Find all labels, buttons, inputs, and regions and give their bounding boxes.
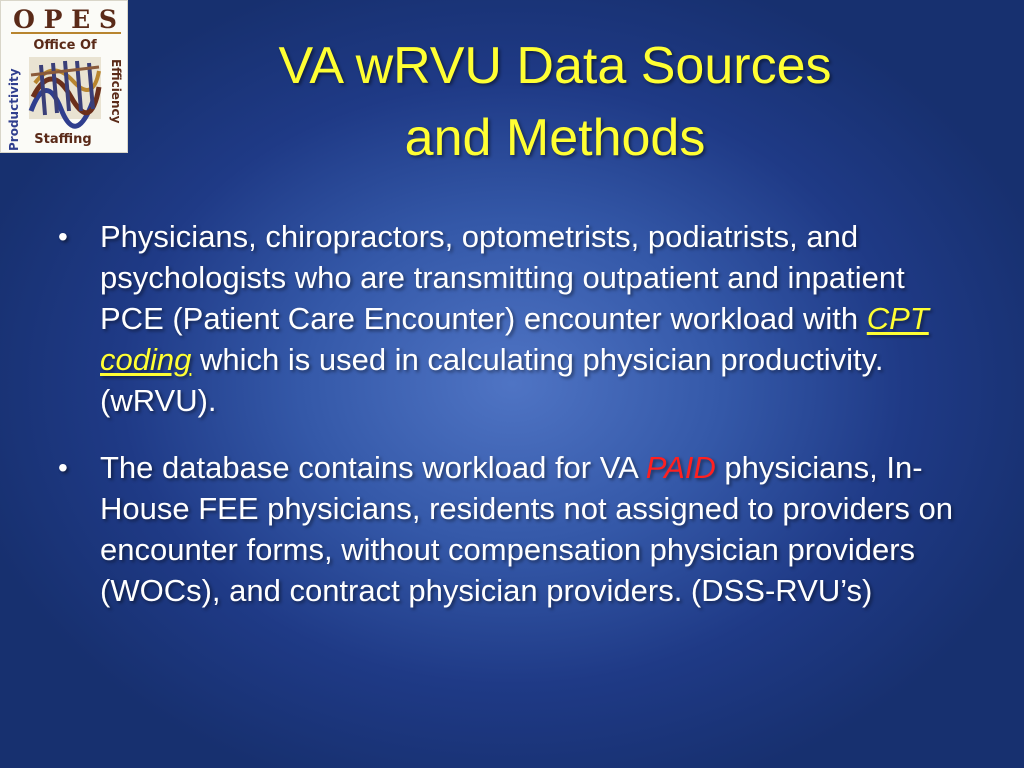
bullet-text-start: The database contains workload for VA bbox=[100, 450, 646, 485]
bullet-item-database bbox=[56, 447, 976, 611]
bullet-dot: • bbox=[58, 221, 68, 252]
logo-center-top-text: Office Of bbox=[33, 38, 97, 53]
bullet-text-end: which is used in calculating physician productivity. (wRVU). bbox=[100, 342, 884, 418]
logo-right-text: Efficiency bbox=[109, 59, 123, 124]
slide-title-line-1: VA wRVU Data Sources bbox=[278, 37, 832, 95]
cpt-coding-link[interactable]: CPT coding bbox=[100, 301, 929, 377]
logo-bottom-text: Staffing bbox=[34, 132, 92, 147]
logo-left-text: Productivity bbox=[7, 68, 21, 151]
bullet-item-physicians bbox=[56, 216, 976, 421]
bullet-text-end: physicians, In-House FEE physicians, residents not assigned to providers on encounter forms, without compensation physician providers (WOCs), and contract physician providers. (DSS-RVU’s) bbox=[100, 450, 953, 608]
slide-body bbox=[56, 216, 976, 611]
slide-title bbox=[230, 30, 880, 174]
logo-weave-graphic bbox=[29, 57, 101, 126]
bullet-text-start: Physicians, chiropractors, optometrists, podiatrists, and psychologists who are transmitting outpatient and inpatient PCE (Patient Care Encounter) encounter workload with bbox=[100, 219, 905, 336]
opes-logo bbox=[0, 0, 128, 153]
slide-title-line-2: and Methods bbox=[404, 109, 706, 167]
opes-logo-graphic bbox=[1, 1, 129, 154]
logo-top-text: O P E S bbox=[13, 5, 117, 34]
paid-emphasis: PAID bbox=[645, 450, 716, 485]
bullet-dot: • bbox=[58, 452, 68, 483]
